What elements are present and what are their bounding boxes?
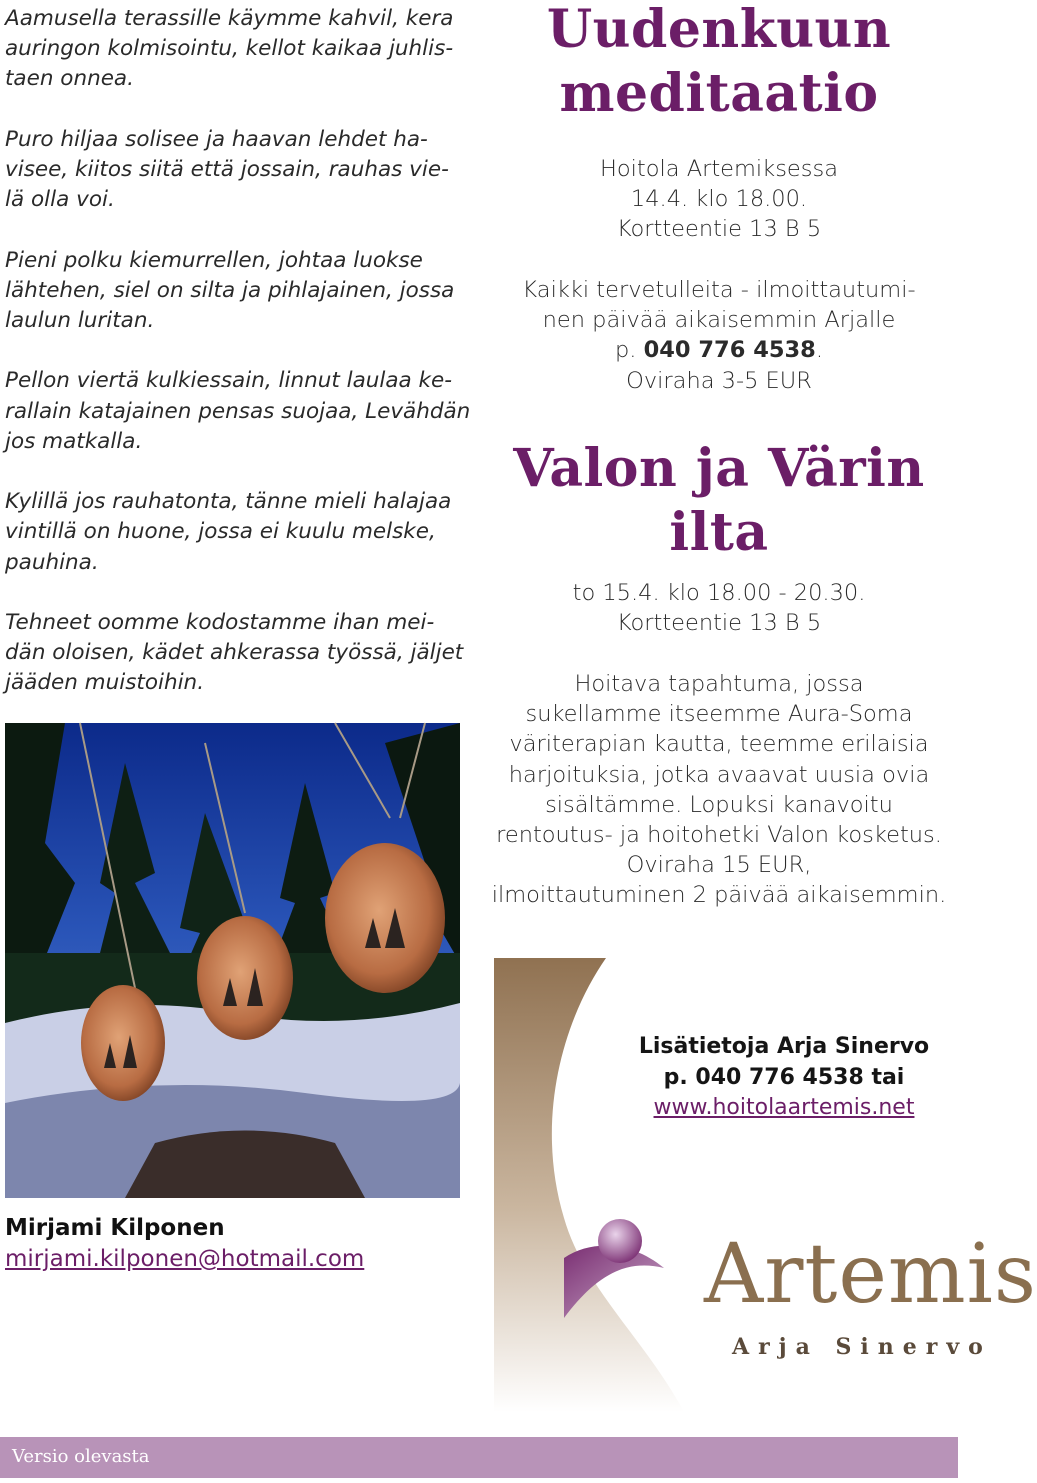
event2-desc-line: Oviraha 15 EUR,	[626, 852, 812, 879]
footer-label: Versio olevasta	[12, 1446, 150, 1467]
artemis-logo-subtitle: Arja Sinervo	[732, 1334, 992, 1360]
event1-phone: 040 776 4538	[643, 337, 816, 364]
event2-desc-line: sisältämme. Lopuksi kanavoitu	[545, 791, 893, 818]
event2-title-line: ilta	[669, 502, 769, 563]
event1-details	[488, 154, 950, 245]
poem-line: jääden muistoihin.	[5, 670, 205, 696]
poem-line: rallain katajainen pensas suojaa, Levähdän	[5, 398, 471, 424]
poem-line: Kylillä jos rauhatonta, tänne mieli halajaa	[5, 489, 452, 515]
event1-phone-line	[488, 335, 950, 365]
event2-desc-line: ilmoittautuminen 2 päivää aikaisemmin.	[491, 882, 947, 909]
poem-line: laulun luritan.	[5, 308, 155, 333]
website-link[interactable]: www.hoitolaartemis.net	[653, 1095, 915, 1120]
event1-title	[488, 0, 950, 126]
poem-line: dän oloisen, kädet ahkerassa työssä, jäljet	[5, 640, 464, 666]
poem-line: Aamusella terassille käymme kahvil, kera	[5, 6, 454, 31]
contact-phone: p. 040 776 4538 tai	[663, 1064, 905, 1090]
poem-line: pauhina.	[5, 549, 99, 575]
author-info	[5, 1213, 364, 1275]
poem-stanza-5	[5, 487, 470, 578]
event2-title	[488, 437, 950, 565]
event1-address: Kortteentie 13 B 5	[616, 216, 822, 243]
event1-info-line: nen päivää aikaisemmin Arjalle	[542, 307, 896, 334]
event2-desc-line: väriterapian kautta, teemme erilaisia	[509, 731, 929, 758]
poem-stanza-1	[5, 4, 470, 95]
event1-title-line: Uudenkuun	[546, 0, 892, 60]
poem-line: Pieni polku kiemurrellen, johtaa luokse	[5, 247, 423, 273]
event2-desc-line: rentoutus- ja hoitohetki Valon kosketus.	[496, 822, 942, 849]
poem-stanza-4	[5, 366, 470, 457]
event1-info	[488, 275, 950, 396]
contact-info	[634, 1032, 934, 1124]
poem-line: visee, kiitos siitä että jossain, rauhas vie-	[5, 157, 449, 182]
poem-line: Puro hiljaa solisee ja haavan lehdet ha-	[5, 126, 428, 152]
event1-info-line: Kaikki tervetulleita - ilmoittautumi-	[522, 277, 916, 303]
event2-title-line: Valon ja Värin	[513, 438, 925, 499]
poem-line: Pellon viertä kulkiessain, linnut laulaa ke-	[5, 368, 452, 394]
artemis-promo-box	[494, 958, 1037, 1412]
poem	[5, 4, 470, 729]
event1-fee: Oviraha 3-5 EUR	[626, 367, 812, 394]
photo-illustration	[5, 723, 460, 1198]
poem-line: lähtehen, siel on silta ja pihlajainen, jossa	[5, 277, 455, 303]
event2-desc-line: sukellamme itseemme Aura-Soma	[525, 701, 913, 728]
event2-details	[488, 578, 950, 638]
hanging-wooden-discs-photo	[5, 723, 460, 1198]
poem-line: vintillä on huone, jossa ei kuulu melske,	[5, 519, 436, 545]
poem-line: jos matkalla.	[5, 428, 143, 454]
author-email-link[interactable]: mirjami.kilponen@hotmail.com	[5, 1246, 365, 1272]
event2-description	[488, 669, 950, 911]
poem-stanza-3	[5, 246, 470, 337]
poem-line: lä olla voi.	[5, 187, 115, 213]
event2-datetime: to 15.4. klo 18.00 - 20.30.	[572, 580, 866, 606]
author-name: Mirjami Kilponen	[5, 1215, 225, 1241]
poem-stanza-6	[5, 608, 470, 699]
artemis-logo-text: Artemis	[704, 1227, 1037, 1322]
event1-place: Hoitola Artemiksessa	[599, 156, 839, 182]
event1-phone-suffix: .	[815, 337, 823, 364]
event1-phone-prefix: p.	[615, 337, 644, 364]
footer-bar	[0, 1437, 958, 1478]
event1-datetime: 14.4. klo 18.00.	[630, 186, 808, 213]
contact-person: Lisätietoja Arja Sinervo	[638, 1034, 930, 1059]
poem-line: auringon kolmisointu, kellot kaikaa juhlis-	[5, 36, 454, 62]
poem-line: taen onnea.	[5, 66, 134, 92]
event2-desc-line: harjoituksia, jotka avaavat uusia ovia	[508, 761, 930, 788]
event2-desc-line: Hoitava tapahtuma, jossa	[574, 671, 864, 697]
poem-stanza-2	[5, 125, 470, 216]
event2-address: Kortteentie 13 B 5	[616, 610, 822, 637]
event1-title-line: meditaatio	[559, 63, 879, 124]
poem-line: Tehneet oomme kodostamme ihan mei-	[5, 609, 435, 635]
